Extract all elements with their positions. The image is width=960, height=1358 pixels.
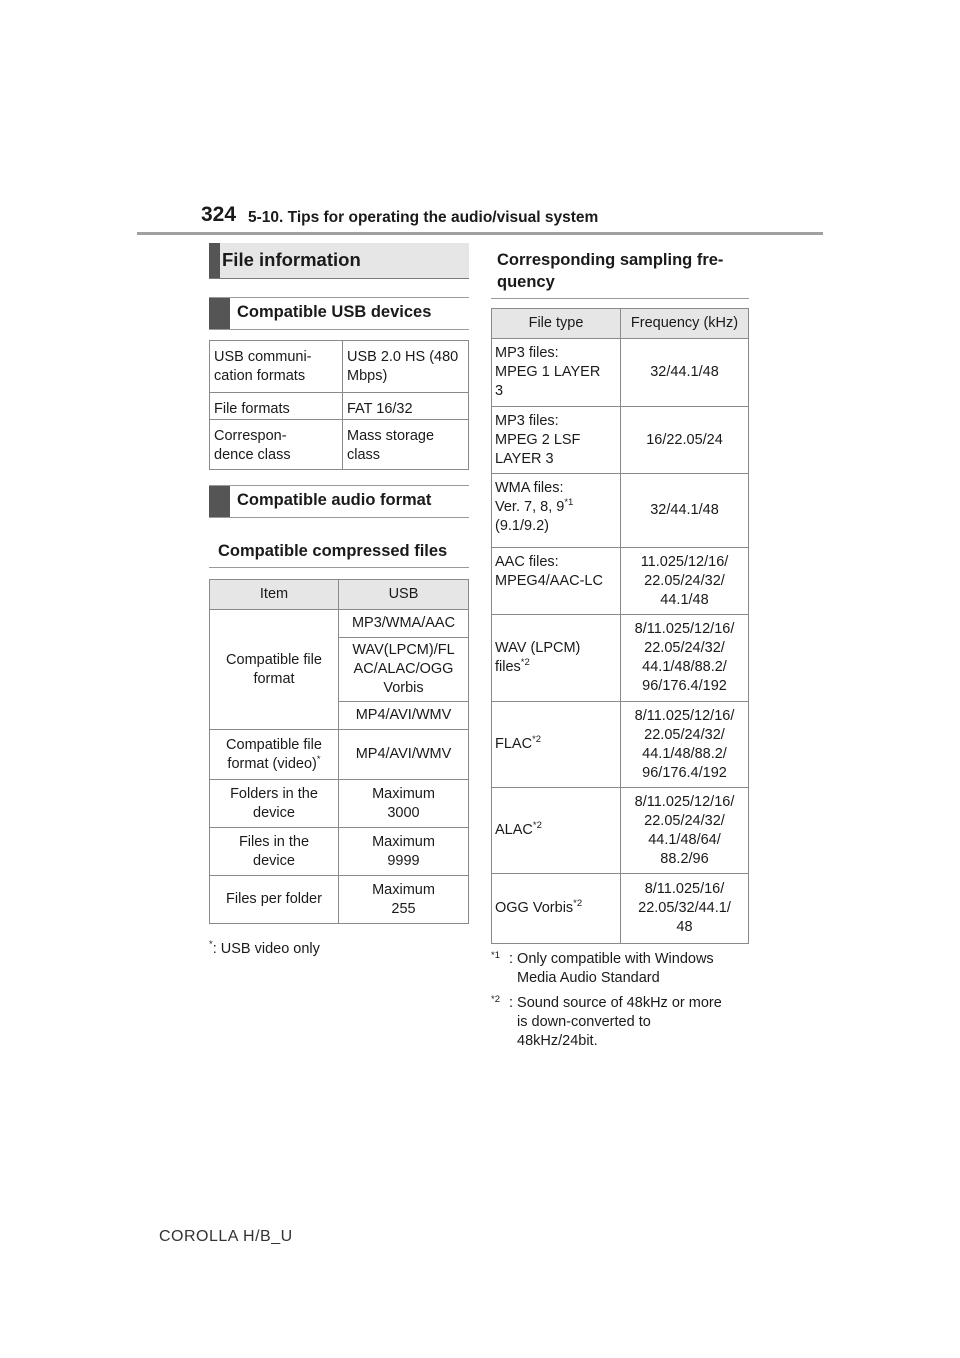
cell-line	[495, 382, 620, 401]
cell-line: MP3/WMA/AAC	[351, 615, 456, 631]
cell-line	[210, 804, 338, 823]
cell-line: 22.05/24/32/	[644, 572, 725, 589]
cell-line: Compatible file	[226, 651, 322, 668]
heading-text: Compatible compressed files	[218, 542, 448, 560]
cell-line-text: WMA files:	[495, 480, 564, 496]
row-label	[210, 341, 343, 393]
cell-line: Maximum	[372, 785, 435, 802]
cell-line-text: AAC files:	[495, 554, 559, 570]
row-value	[343, 341, 469, 393]
frequency-cell	[621, 788, 749, 874]
page-footer: COROLLA H/B_U	[159, 1228, 293, 1245]
cell-line: MP4/AVI/WMV	[355, 746, 452, 762]
footnote-ref: *2	[532, 734, 542, 746]
cell-line	[495, 899, 620, 918]
frequency-cell	[621, 702, 749, 788]
cell-line-text: ALAC	[495, 822, 533, 838]
heading-marker	[209, 486, 230, 517]
cell-line: 44.1/48/64/	[648, 831, 721, 848]
sampling-frequency-table	[491, 308, 749, 944]
cell-line: Mbps)	[347, 368, 388, 384]
cell-line	[210, 890, 338, 909]
cell-line: 44.1/48	[660, 591, 709, 608]
cell-line: WAV(LPCM)/FL	[352, 642, 455, 658]
frequency-cell	[621, 615, 749, 702]
cell-line-text: device	[253, 804, 295, 821]
compressed-files-table	[209, 579, 469, 924]
file-type-cell	[492, 407, 621, 474]
cell-line: Maximum	[372, 881, 435, 898]
cell-line: File formats	[214, 401, 290, 417]
footnote-line: 48kHz/24bit.	[517, 1033, 598, 1049]
table-row	[492, 788, 749, 874]
row-value	[339, 780, 469, 828]
file-type-cell	[492, 474, 621, 548]
cell-line	[210, 785, 338, 804]
cell-line	[495, 517, 620, 536]
heading-text: Compatible USB devices	[237, 303, 432, 321]
footnote-line: Media Audio Standard	[517, 970, 660, 986]
cell-line: 3000	[387, 804, 420, 821]
file-type-cell	[492, 548, 621, 615]
cell-line-text: OGG Vorbis	[495, 900, 574, 916]
cell-line-text: FLAC	[495, 736, 533, 752]
row-value	[339, 828, 469, 876]
file-type-cell	[492, 615, 621, 702]
file-type-cell	[492, 702, 621, 788]
row-label	[210, 730, 339, 780]
row-value	[339, 730, 469, 780]
file-type-cell	[492, 339, 621, 407]
cell-line: cation formats	[214, 368, 306, 384]
cell-line: 8/11.025/16/	[644, 881, 725, 897]
sampling-frequency-heading	[491, 243, 749, 299]
cell-line-text: files	[495, 659, 521, 675]
cell-line: 22.05/24/32/	[644, 726, 725, 743]
usb-devices-table	[209, 340, 469, 470]
heading-marker	[209, 243, 220, 278]
column-header-item: Item	[210, 580, 339, 610]
audio-format-heading	[209, 485, 469, 518]
cell-line-text: (9.1/9.2)	[495, 518, 549, 534]
cell-line-text: Files in the	[238, 833, 310, 850]
table-row	[210, 730, 469, 780]
cell-line	[210, 833, 338, 852]
table-row	[210, 420, 469, 470]
cell-line: 22.05/24/32/	[644, 812, 725, 829]
cell-line: 255	[391, 900, 416, 917]
cell-line: 48	[676, 919, 693, 935]
file-information-heading	[209, 243, 469, 279]
cell-line	[495, 479, 620, 498]
cell-line	[495, 572, 620, 591]
cell-line: 96/176.4/192	[642, 678, 727, 694]
cell-line-text: Files per folder	[226, 891, 322, 907]
table-row	[210, 828, 469, 876]
table-row	[210, 341, 469, 393]
cell-line: Correspon-	[214, 428, 287, 444]
cell-line	[495, 658, 620, 677]
heading-text	[497, 249, 723, 293]
cell-line-text: device	[253, 852, 295, 869]
sampling-footnotes	[491, 950, 749, 1057]
cell-line-text: MPEG 2 LSF	[495, 432, 581, 448]
file-type-cell	[492, 788, 621, 874]
row-label	[210, 393, 343, 420]
cell-line	[495, 821, 620, 840]
column-header-usb: USB	[339, 580, 469, 610]
cell-line: 16/22.05/24	[646, 431, 723, 448]
cell-line: 44.1/48/88.2/	[642, 659, 727, 675]
cell-line: 11.025/12/16/	[640, 553, 729, 570]
row-value	[343, 393, 469, 420]
row-label	[210, 828, 339, 876]
heading-line: Corresponding sampling fre-	[497, 251, 724, 269]
heading-text: Compatible audio format	[237, 491, 432, 509]
compressed-files-heading	[209, 536, 469, 568]
cell-line: dence class	[214, 447, 291, 463]
column-header-file-type: File type	[492, 309, 621, 339]
cell-line: class	[347, 447, 381, 463]
row-value	[339, 702, 469, 730]
cell-line-text: MPEG 1 LAYER	[495, 364, 601, 380]
cell-line	[495, 344, 620, 363]
cell-line-text: MP3 files:	[495, 413, 559, 429]
row-label	[210, 610, 339, 730]
cell-line-text: format (video)	[227, 755, 317, 772]
file-type-cell	[492, 874, 621, 944]
cell-line	[495, 498, 620, 517]
cell-line: format	[253, 670, 295, 687]
cell-line	[495, 553, 620, 572]
row-value	[339, 610, 469, 638]
table-row	[210, 780, 469, 828]
frequency-cell	[621, 548, 749, 615]
table-row	[492, 339, 749, 407]
footnote-ref: *2	[532, 820, 542, 832]
cell-line-text: LAYER 3	[495, 451, 554, 467]
footnote-line: : Only compatible with Windows	[509, 951, 714, 967]
table-row	[492, 874, 749, 944]
table-row	[492, 474, 749, 548]
cell-line: Maximum	[372, 833, 435, 850]
frequency-cell	[621, 339, 749, 407]
cell-line-text: 3	[495, 383, 504, 399]
cell-line	[495, 412, 620, 431]
table-row	[492, 702, 749, 788]
cell-line: Mass storage	[347, 428, 435, 444]
cell-line	[495, 639, 620, 658]
footnote-text: : USB video only	[212, 941, 320, 957]
footnote-line: is down-converted to	[517, 1014, 651, 1030]
cell-line: AC/ALAC/OGG	[353, 661, 454, 677]
heading-text: File information	[222, 249, 361, 270]
video-footnote	[209, 940, 320, 959]
cell-line: Vorbis	[383, 680, 424, 696]
row-label	[210, 876, 339, 924]
cell-line: FAT 16/32	[347, 401, 413, 417]
cell-line: 22.05/32/44.1/	[638, 900, 731, 916]
footnote-mark: *	[209, 939, 213, 951]
cell-line	[495, 431, 620, 450]
cell-line: 88.2/96	[660, 850, 709, 867]
footnote-ref: *	[316, 753, 321, 765]
header-divider	[137, 232, 823, 235]
row-value	[339, 638, 469, 702]
cell-line-text: MPEG4/AAC-LC	[495, 573, 603, 589]
footnote-ref: *2	[573, 898, 583, 910]
cell-line-text: Compatible file	[226, 736, 322, 753]
row-value	[343, 420, 469, 470]
usb-devices-heading	[209, 297, 469, 330]
table-row	[492, 407, 749, 474]
page-number: 324	[201, 203, 237, 226]
table-row	[492, 548, 749, 615]
table-row	[210, 393, 469, 420]
footnote: *1 : Only compatible with Windows Media Audio Standard	[491, 950, 749, 988]
table-row	[210, 610, 469, 638]
cell-line-text: WAV (LPCM)	[495, 640, 581, 656]
footnote-ref: *2	[520, 657, 530, 669]
cell-line: 9999	[387, 852, 420, 869]
cell-line	[210, 852, 338, 871]
heading-marker	[209, 298, 230, 329]
cell-line-text: Folders in the	[230, 785, 318, 802]
footnote: *2 : Sound source of 48kHz or more is down-converted to 48kHz/24bit.	[491, 994, 749, 1051]
frequency-cell	[621, 474, 749, 548]
cell-line-text: MP3 files:	[495, 345, 559, 361]
cell-line	[210, 736, 338, 755]
cell-line: 32/44.1/48	[650, 364, 719, 380]
cell-line: 8/11.025/12/16/	[634, 707, 735, 724]
cell-line: 22.05/24/32/	[644, 640, 725, 656]
section-title: 5-10. Tips for operating the audio/visual system	[248, 209, 599, 226]
cell-line: 44.1/48/88.2/	[642, 745, 727, 762]
row-label	[210, 420, 343, 470]
cell-line: 32/44.1/48	[650, 502, 719, 518]
cell-line: 96/176.4/192	[642, 764, 727, 781]
cell-line: MP4/AVI/WMV	[355, 707, 452, 723]
cell-line	[495, 735, 620, 754]
cell-line	[495, 450, 620, 469]
cell-line: USB communi-	[214, 349, 312, 365]
row-label	[210, 780, 339, 828]
footnote-line: : Sound source of 48kHz or more	[509, 995, 722, 1011]
cell-line: 8/11.025/12/16/	[634, 621, 735, 637]
heading-line: quency	[497, 273, 555, 291]
footnote-ref: *1	[564, 497, 574, 509]
table-row	[492, 615, 749, 702]
frequency-cell	[621, 874, 749, 944]
frequency-cell	[621, 407, 749, 474]
cell-line	[495, 363, 620, 382]
cell-line: USB 2.0 HS (480	[347, 349, 459, 365]
row-value	[339, 876, 469, 924]
cell-line-text: Ver. 7, 8, 9	[495, 499, 565, 515]
column-header-frequency: Frequency (kHz)	[621, 309, 749, 339]
cell-line: 8/11.025/12/16/	[634, 793, 735, 810]
cell-line	[210, 755, 338, 774]
table-row	[210, 876, 469, 924]
